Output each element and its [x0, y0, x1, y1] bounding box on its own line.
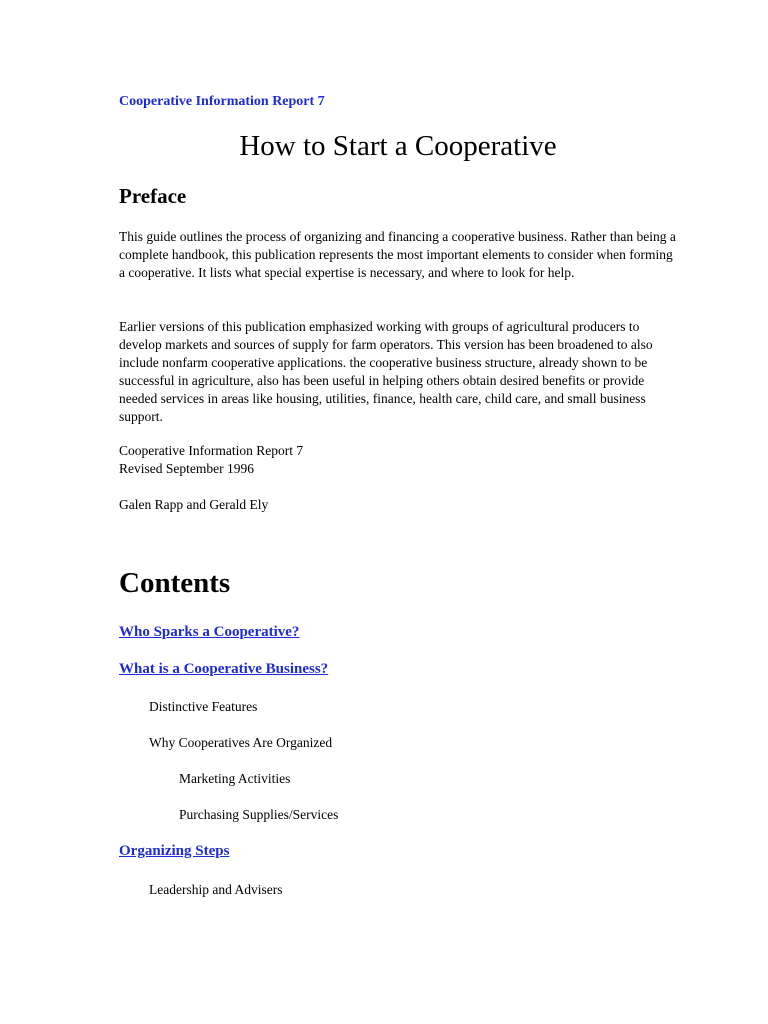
preface-heading: Preface — [119, 184, 187, 208]
toc-item-marketing-activities: Marketing Activities — [179, 771, 291, 786]
report-number-line: Cooperative Information Report 7 — [119, 443, 304, 458]
toc-item-purchasing-supplies: Purchasing Supplies/Services — [179, 807, 339, 822]
authors-line: Galen Rapp and Gerald Ely — [119, 497, 269, 512]
toc-item-leadership-advisers: Leadership and Advisers — [149, 882, 283, 897]
toc-item-distinctive-features: Distinctive Features — [149, 699, 258, 714]
toc-item-why-organized: Why Cooperatives Are Organized — [149, 735, 333, 750]
toc-link-what-is-cooperative[interactable]: What is a Cooperative Business? — [119, 661, 329, 677]
toc-link-organizing-steps[interactable]: Organizing Steps — [119, 843, 230, 859]
contents-heading: Contents — [119, 567, 231, 599]
revised-date-line: Revised September 1996 — [119, 461, 254, 476]
page-title: How to Start a Cooperative — [239, 130, 557, 162]
toc-link-who-sparks[interactable]: Who Sparks a Cooperative? — [119, 624, 300, 640]
preface-paragraph-2: Earlier versions of this publication emphasized working with groups of agricultural producers to develop markets and sources of supply for farm operators. This version has been broadened to also include nonfarm cooperative applications. the cooperative business structure, already shown to be successful in agriculture, also has been useful in helping others obtain desired benefits or provide needed services in areas like housing, utilities, finance, health care, child care, and small business support. — [119, 319, 653, 424]
preface-paragraph-1: This guide outlines the process of organizing and financing a cooperative business. Rather than being a complete handbook, this publication represents the most important elements to consider when forming a cooperative. It lists what special expertise is necessary, and where to look for help. — [119, 229, 676, 280]
report-label: Cooperative Information Report 7 — [119, 94, 325, 109]
